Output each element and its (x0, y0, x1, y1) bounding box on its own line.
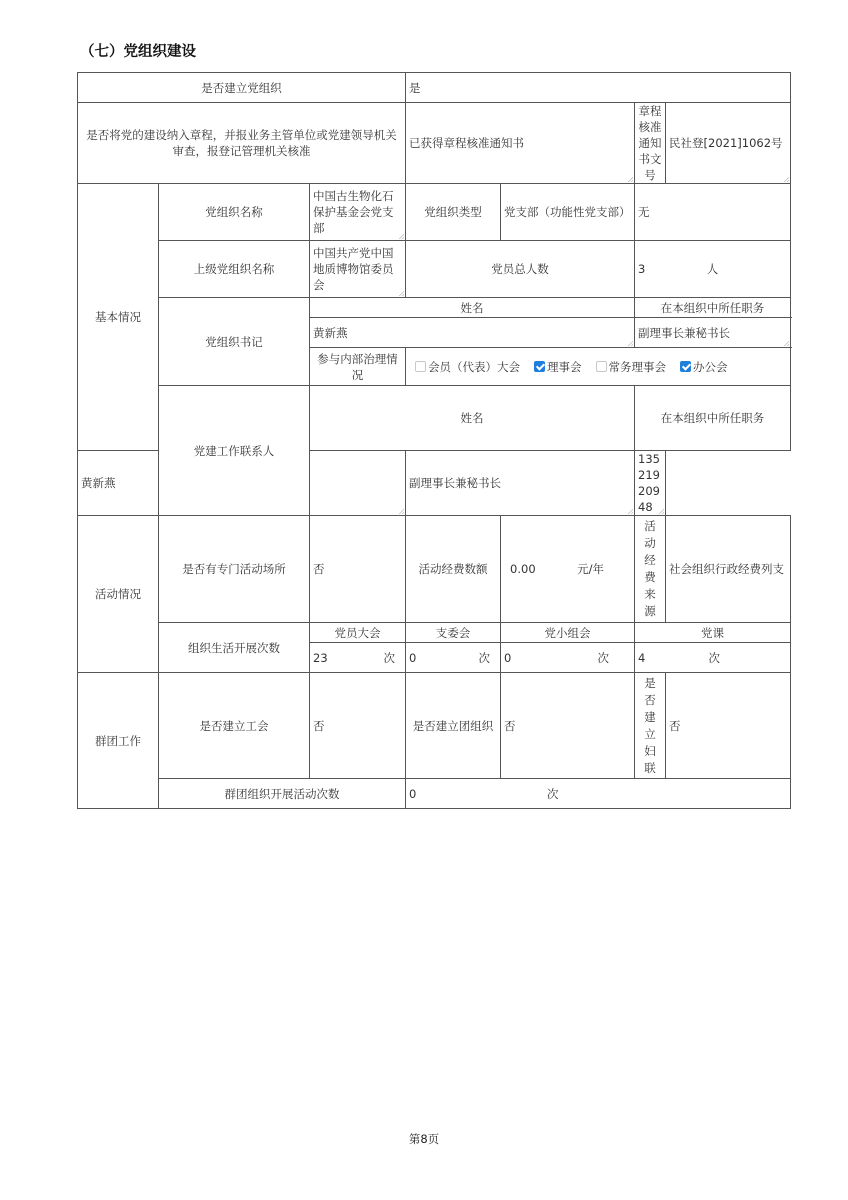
venue-value[interactable]: 否 (310, 516, 406, 623)
checkbox-icon[interactable] (596, 361, 607, 372)
charter-doc-value[interactable] (666, 103, 791, 184)
checkbox-icon[interactable] (415, 361, 426, 372)
life-count: 23 (313, 650, 328, 665)
contact-post-value[interactable] (406, 451, 635, 516)
resize-grip-icon[interactable] (398, 290, 404, 296)
activity-section-label: 活动情况 (78, 516, 159, 673)
governance-option-label: 理事会 (547, 359, 582, 374)
life-value[interactable] (635, 643, 791, 673)
life-count: 0 (409, 650, 417, 665)
life-header: 支委会 (406, 623, 501, 643)
mass-count-unit: 次 (547, 786, 559, 801)
org-type-extra[interactable]: 无 (635, 184, 791, 241)
resize-grip-icon[interactable] (627, 176, 633, 182)
secretary-name-value[interactable] (310, 318, 635, 348)
org-type-value[interactable]: 党支部（功能性党支部） (501, 184, 635, 241)
contact-label: 党建工作联系人 (159, 386, 310, 516)
life-count: 4 (638, 650, 646, 665)
governance-option-label: 常务理事会 (608, 359, 667, 374)
org-type-label: 党组织类型 (406, 184, 501, 241)
fund-source-value[interactable]: 社会组织行政经费列支 (666, 516, 791, 623)
resize-grip-icon[interactable] (398, 233, 404, 239)
secretary-post-header: 在本组织中所任职务 (635, 298, 791, 318)
has-party-org-value[interactable]: 是 (406, 73, 791, 103)
charter-label: 是否将党的建设纳入章程，并报业务主管单位或党建领导机关审查，报登记管理机关核准 (78, 103, 406, 184)
members-count: 3 (638, 262, 646, 276)
women-fed-label-text: 是否建立妇联 (644, 675, 656, 775)
life-header: 党小组会 (501, 623, 635, 643)
women-fed-label (635, 673, 666, 779)
contact-phone-text: 13521920948 (638, 452, 660, 514)
fund-source-label (635, 516, 666, 623)
fund-label: 活动经费数额 (406, 516, 501, 623)
basic-section-label: 基本情况 (78, 184, 159, 451)
contact-name-text: 黄新燕 (81, 476, 116, 490)
league-value[interactable]: 否 (501, 673, 635, 779)
page-number: 第8页 (408, 1132, 440, 1146)
checkbox-icon[interactable] (534, 361, 545, 372)
parent-org-value[interactable] (310, 241, 406, 298)
life-value[interactable] (310, 643, 406, 673)
times-unit: 次 (383, 650, 396, 665)
governance-checkboxes (406, 348, 791, 386)
parent-org-label: 上级党组织名称 (159, 241, 310, 298)
contact-post-header: 在本组织中所任职务 (635, 386, 791, 451)
has-party-org-label: 是否建立党组织 (78, 73, 406, 103)
resize-grip-icon[interactable] (783, 340, 789, 346)
party-building-form (77, 72, 791, 809)
fund-source-label-text: 活动经费来源 (644, 519, 656, 618)
governance-option-label: 办公会 (693, 359, 728, 374)
mass-count: 0 (409, 786, 417, 801)
secretary-post-value[interactable] (635, 318, 791, 348)
resize-grip-icon[interactable] (627, 508, 633, 514)
life-count: 0 (504, 650, 512, 665)
governance-option[interactable] (415, 359, 520, 375)
secretary-name-text: 黄新燕 (313, 325, 348, 340)
governance-label: 参与内部治理情况 (310, 348, 406, 386)
times-unit: 次 (478, 650, 491, 665)
charter-doc-value-text: 民社登[2021]1062号 (669, 136, 783, 150)
charter-value[interactable] (406, 103, 635, 184)
members-value[interactable] (635, 241, 791, 298)
contact-phone-value[interactable] (635, 451, 666, 516)
life-value[interactable] (501, 643, 635, 673)
fund-value[interactable] (501, 516, 635, 623)
contact-name-header: 姓名 (310, 386, 635, 451)
resize-grip-icon[interactable] (783, 176, 789, 182)
org-name-text: 中国古生物化石保护基金会党支部 (313, 189, 394, 235)
governance-option[interactable] (680, 359, 728, 375)
resize-grip-icon[interactable] (658, 508, 664, 514)
fund-amount: 0.00 (510, 562, 536, 576)
life-header: 党课 (635, 623, 791, 643)
resize-grip-icon[interactable] (627, 340, 633, 346)
mass-count-value[interactable] (406, 779, 791, 809)
contact-post-text: 副理事长兼秘书长 (409, 476, 502, 490)
governance-option-label: 会员（代表）大会 (428, 359, 521, 374)
charter-doc-label: 章程核准通知书文号 (635, 103, 666, 184)
times-unit: 次 (708, 650, 721, 665)
org-name-label: 党组织名称 (159, 184, 310, 241)
mass-count-label: 群团组织开展活动次数 (159, 779, 406, 809)
org-name-value[interactable] (310, 184, 406, 241)
union-label: 是否建立工会 (159, 673, 310, 779)
league-label: 是否建立团组织 (406, 673, 501, 779)
charter-value-text: 已获得章程核准通知书 (409, 136, 525, 150)
org-life-label: 组织生活开展次数 (159, 623, 310, 673)
governance-option[interactable] (596, 359, 667, 375)
women-fed-value[interactable]: 否 (666, 673, 791, 779)
secretary-post-text: 副理事长兼秘书长 (638, 325, 731, 340)
venue-label: 是否有专门活动场所 (159, 516, 310, 623)
checkbox-icon[interactable] (680, 361, 691, 372)
fund-unit: 元/年 (577, 562, 605, 576)
life-header: 党员大会 (310, 623, 406, 643)
union-value[interactable]: 否 (310, 673, 406, 779)
secretary-label: 党组织书记 (159, 298, 310, 386)
mass-section-label: 群团工作 (78, 673, 159, 809)
members-unit: 人 (706, 262, 719, 276)
parent-org-text: 中国共产党中国地质博物馆委员会 (313, 246, 394, 292)
secretary-name-header: 姓名 (310, 298, 635, 318)
section-heading: （七）党组织建设 (80, 44, 196, 60)
members-label: 党员总人数 (406, 241, 635, 298)
contact-name-value[interactable] (78, 451, 406, 516)
life-value[interactable] (406, 643, 501, 673)
governance-option[interactable] (534, 359, 582, 375)
resize-grip-icon[interactable] (398, 508, 404, 514)
times-unit: 次 (597, 650, 610, 665)
